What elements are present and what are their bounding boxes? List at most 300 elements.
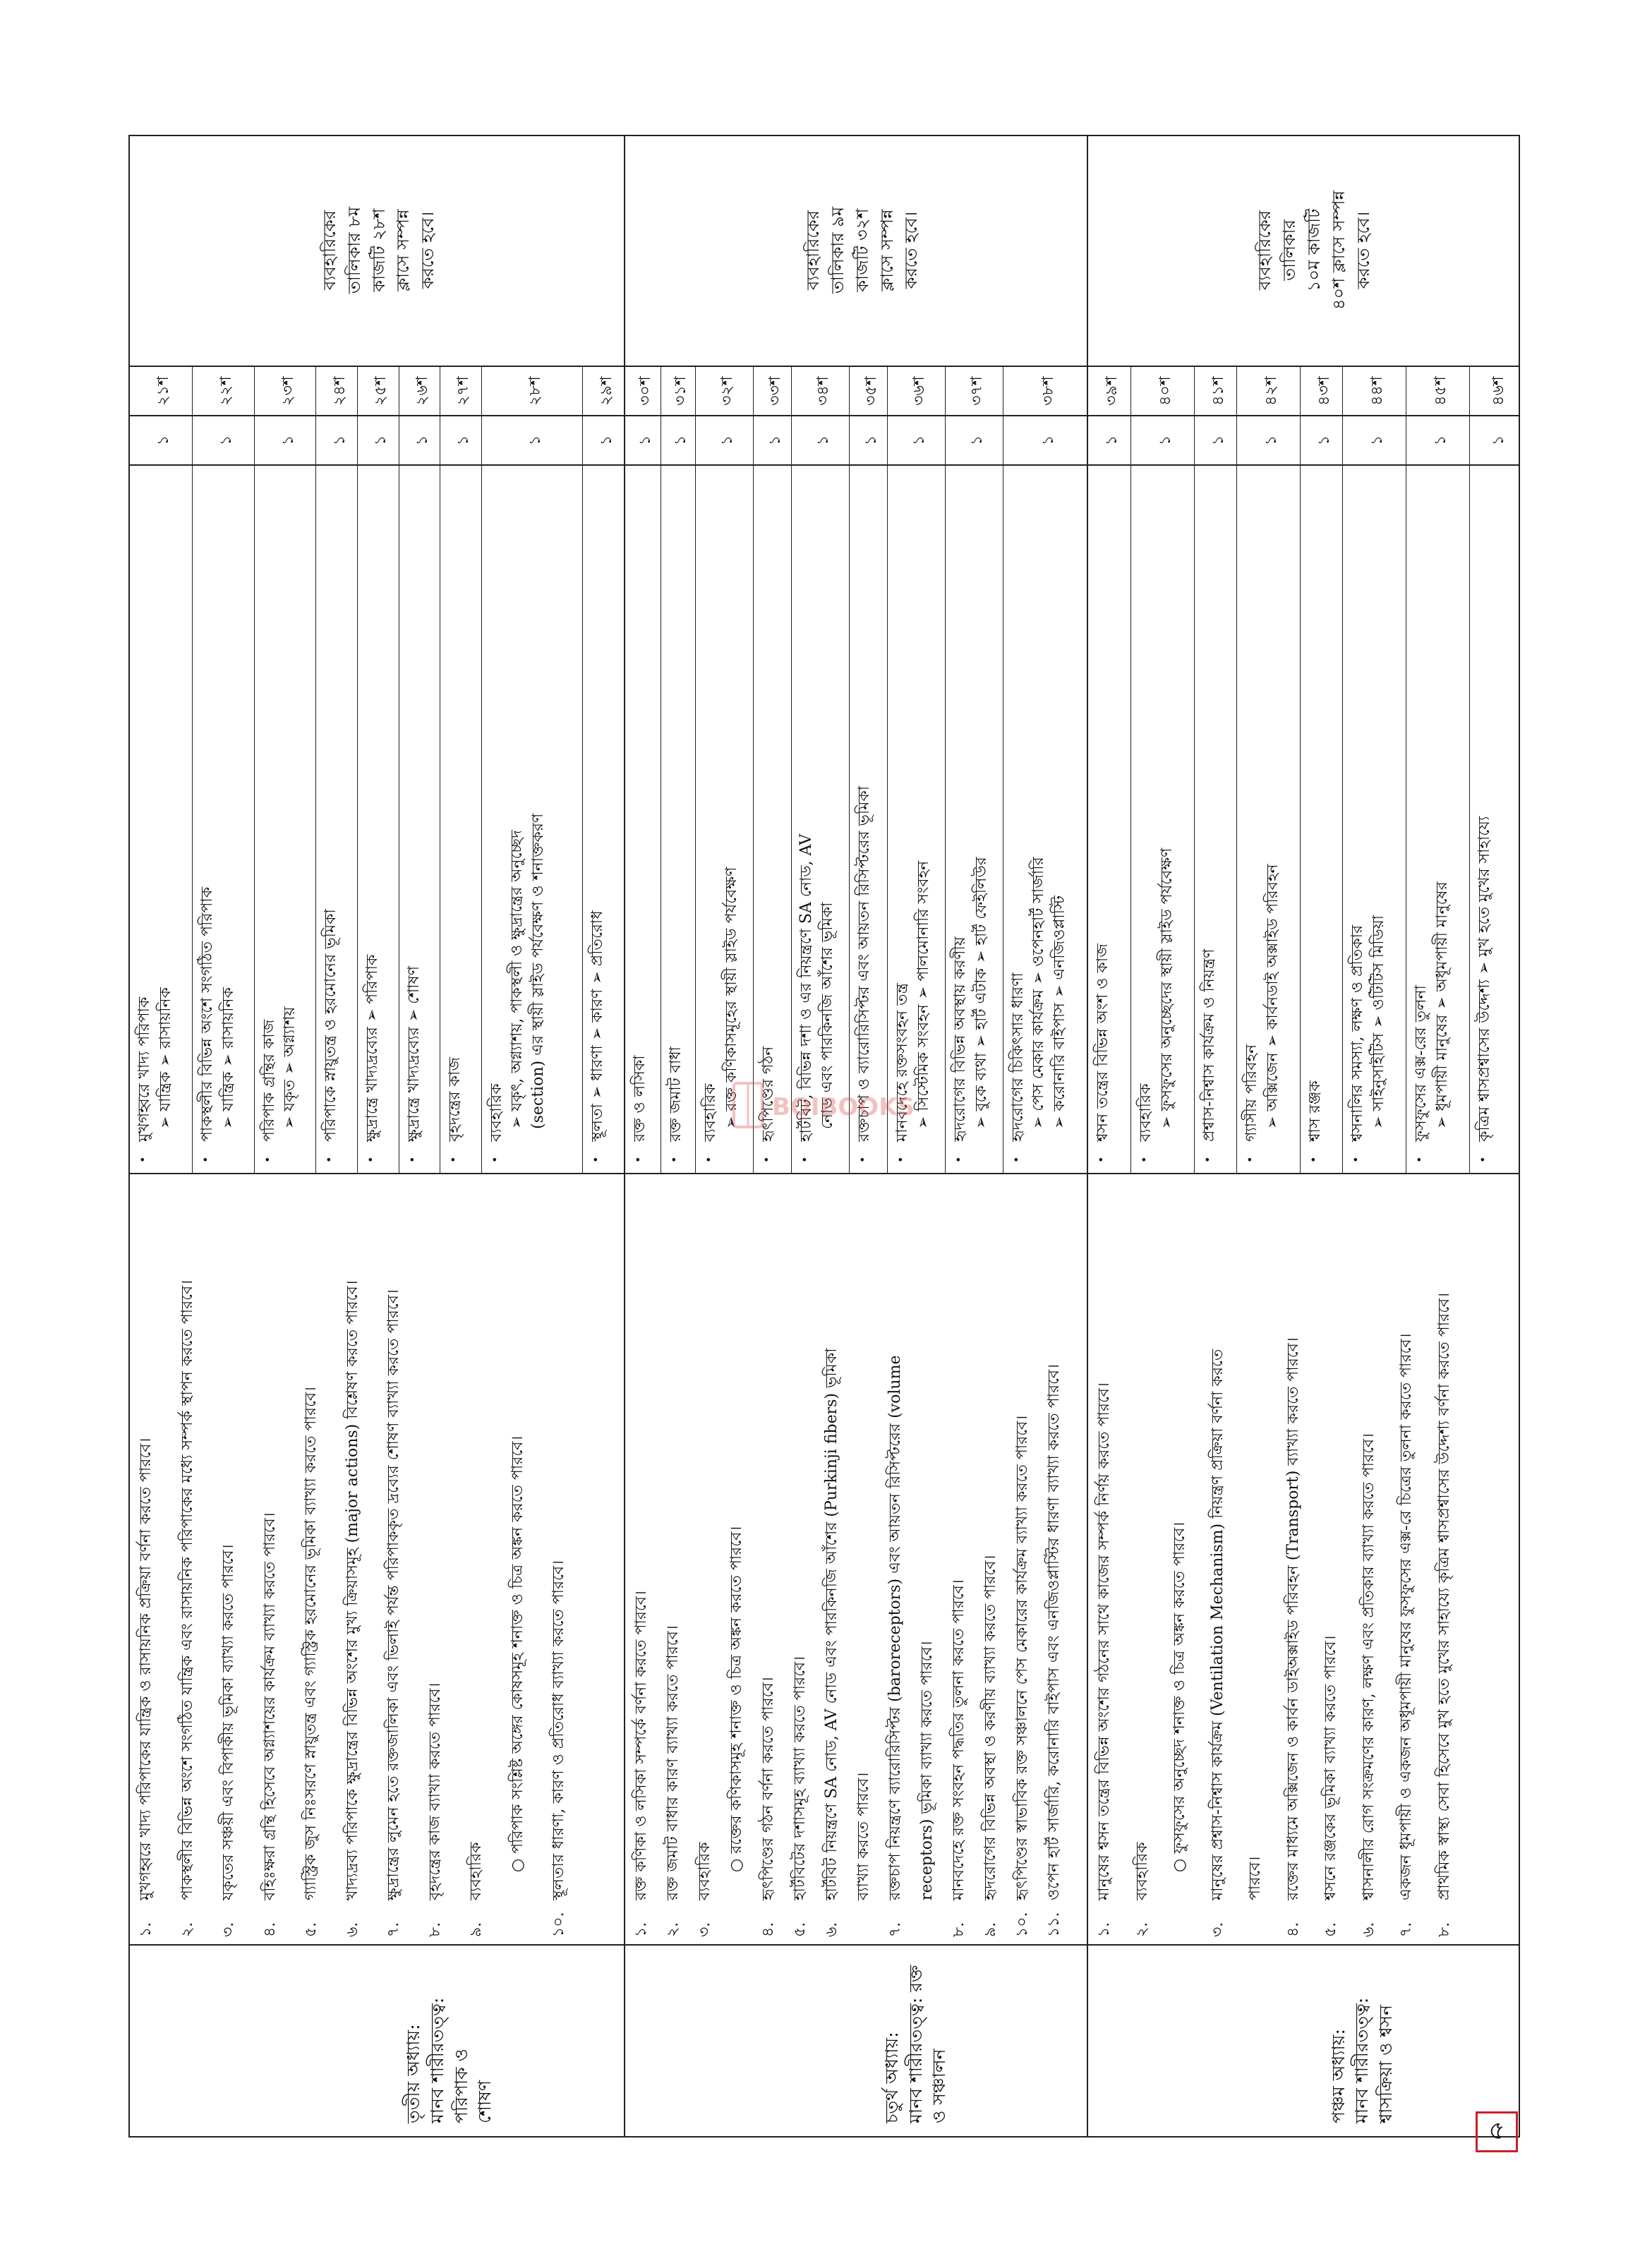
chapter-title-line: তৃতীয় অধ্যায়: xyxy=(403,2024,423,2123)
lesson-line: ➢ যকৃৎ, অগ্ন্যাশয়, পাকস্থলী ও ক্ষুদ্রান্ত্রের অনুচ্ছেদ xyxy=(508,830,526,1129)
lesson-line: ➢ ধূমপায়ী মানুষের ➢ অধূমপায়ী মানুষের xyxy=(1433,881,1451,1129)
class-count: ১ xyxy=(636,435,654,446)
class-count: ১ xyxy=(454,435,473,446)
class-number-cell xyxy=(753,367,791,415)
outcome-number: ৭. xyxy=(886,1922,904,1937)
outcome-number: ৮. xyxy=(1435,1922,1453,1937)
class-number-column xyxy=(625,367,1087,416)
lesson-text xyxy=(1343,466,1406,1173)
class-number-cell xyxy=(440,367,481,415)
chapter-title-line: মানব শারীরতত্ত্ব: xyxy=(426,1997,447,2123)
class-count: ১ xyxy=(1039,435,1058,446)
class-number-cell xyxy=(1088,367,1131,415)
bullet: • xyxy=(589,1156,603,1163)
lesson-row xyxy=(1469,466,1521,1173)
outcome-text: শ্বসনে রঞ্জকের ভূমিকা ব্যাখ্যা করতে পারবে। xyxy=(1322,1635,1339,1900)
chapter-title-line: মানব শারীরতত্ত্ব: xyxy=(1351,1997,1373,2123)
lesson-text xyxy=(850,466,887,1173)
lesson-row xyxy=(1131,466,1194,1173)
lesson-line: ব্যবহারিক xyxy=(701,1083,720,1142)
bullet: • xyxy=(1095,1156,1108,1163)
class-count: ১ xyxy=(526,435,544,446)
chapter-title-line: ও সঞ্চালন xyxy=(929,2049,950,2123)
class-number: ৪৩শ xyxy=(1315,376,1334,406)
bullet: • xyxy=(759,1156,773,1163)
outcome-number: ৮. xyxy=(950,1922,967,1937)
practical-note-line: ১০ম কাজটি xyxy=(1303,208,1324,292)
outcome-text: receptors) ভূমিকা ব্যাখ্যা করতে পারবে। xyxy=(918,1641,936,1900)
practical-note-line: ক্লাসে সম্পন্ন xyxy=(393,209,414,291)
lesson-line: ➢ যান্ত্রিক ➢ রাসায়নিক xyxy=(219,987,237,1129)
lesson-text xyxy=(255,466,316,1173)
class-number: ২৩শ xyxy=(279,376,297,406)
chapter-title-line: মানব শারীরতত্ত্ব: রক্ত xyxy=(905,1965,926,2123)
lesson-text xyxy=(1131,466,1194,1173)
class-number: ৪৬শ xyxy=(1490,376,1508,406)
outcome-text: মানবদেহে রক্ত সংবহন পদ্ধতির তুলনা করতে পারবে। xyxy=(950,1579,967,1900)
lesson-text xyxy=(754,466,791,1173)
lesson-content xyxy=(130,466,624,1174)
outcome-text: স্থূলতার ধারণা, কারণ ও প্রতিরোধ ব্যাখ্যা করতে পারবে। xyxy=(550,1560,567,1900)
outcome-text: যকৃতের সঞ্চয়ী এবং বিপাকীয় ভূমিকা ব্যাখ্যা করতে পারবে। xyxy=(219,1544,237,1900)
class-count-cell xyxy=(399,416,440,464)
outcome-number: ৪. xyxy=(1284,1922,1302,1937)
lesson-line: ➢ সিস্টেমিক সংবহন ➢ পালমোনারি সংবহন xyxy=(915,860,932,1129)
outcome-text: হৃৎপিণ্ডের স্বাভাবিক রক্ত সঞ্চালনে পেস মেকারের কার্যক্রম ব্যাখ্যা করতে পারবে। xyxy=(1013,1415,1031,1900)
class-number-cell xyxy=(481,367,583,415)
lesson-text xyxy=(1301,466,1342,1173)
lesson-line: ফুসফুসের এক্স-রের তুলনা xyxy=(1412,984,1430,1142)
chapter-title-line: শোষণ xyxy=(474,2080,495,2123)
class-number-cell xyxy=(1406,367,1469,415)
class-number: ৩৪শ xyxy=(814,376,832,406)
class-count-cell xyxy=(357,416,399,464)
class-count: ১ xyxy=(597,435,615,446)
bullet: • xyxy=(1009,1156,1023,1163)
lesson-line: ➢ পেস মেকার কার্যক্রম ➢ ওপেনহার্ট সার্জারি xyxy=(1030,857,1048,1129)
chapter-title xyxy=(625,1946,1087,2136)
practical-note-line: ক্লাসে সম্পন্ন xyxy=(876,209,897,291)
lesson-text xyxy=(888,466,945,1173)
lesson-row xyxy=(254,466,316,1173)
class-number-cell xyxy=(849,367,887,415)
lesson-row xyxy=(192,466,254,1173)
lesson-text xyxy=(130,466,192,1173)
bullet: • xyxy=(1307,1156,1321,1163)
class-number-cell xyxy=(399,367,440,415)
class-number-cell xyxy=(661,367,696,415)
practical-note xyxy=(1253,135,1375,366)
class-count: ১ xyxy=(967,435,986,446)
bullet: • xyxy=(364,1156,378,1163)
lesson-row xyxy=(440,466,481,1173)
class-count: ১ xyxy=(1103,435,1121,446)
bullet: • xyxy=(136,1156,150,1163)
practical-note-line: ব্যবহারিকের xyxy=(1255,210,1275,290)
lesson-text xyxy=(1237,466,1300,1173)
chapter-title-line: পঞ্চম অধ্যায়: xyxy=(1327,2029,1349,2123)
outcome-number: ৯. xyxy=(982,1922,999,1937)
lesson-text xyxy=(661,466,696,1173)
class-number: ৪৫শ xyxy=(1432,376,1450,406)
outcome-number: ৯. xyxy=(467,1922,485,1937)
outcome-text: একজন ধূমপায়ী ও একজন অধূমপায়ী মানুষের ফুসফুসের এক্স-রে চিত্রের তুলনা করতে পারবে। xyxy=(1397,1333,1415,1900)
outcome-text: বৃহদন্ত্রের কাজ ব্যাখ্যা করতে পারবে। xyxy=(426,1682,444,1900)
class-number-cell xyxy=(315,367,357,415)
class-number: ৩১শ xyxy=(672,376,690,406)
outcome-number: ৩. xyxy=(696,1922,713,1937)
bullet: • xyxy=(798,1156,812,1163)
outcome-text: ব্যবহারিক xyxy=(467,1842,485,1900)
practical-note-line: তালিকার ৮ম xyxy=(344,206,364,294)
outcome-number: ৬. xyxy=(343,1922,361,1937)
lesson-row xyxy=(1236,466,1300,1173)
outcome-text: প্রাথমিক স্বাস্থ্য সেবা হিসেবে মুখ হতে মুখের সাহায্যে কৃত্রিম শ্বাসপ্রশ্বাসের উদ্দেশ্য বর্ণনা করতে পারবে। xyxy=(1435,1292,1453,1900)
class-count-cell xyxy=(753,416,791,464)
outcome-text: ○ পরিপাক সংশ্লিষ্ট অঙ্গের কোষসমূহ শনাক্ত ও চিত্র অঙ্কন করতে পারবে। xyxy=(508,1435,526,1872)
lesson-line: পরিপাকে স্নায়ুতন্ত্র ও হরমোনের ভূমিকা xyxy=(322,909,340,1142)
class-count-cell xyxy=(582,416,624,464)
practical-note xyxy=(318,135,440,366)
class-count-cell xyxy=(849,416,887,464)
lesson-line: হৃদরোগের বিভিন্ন অবস্থায় করণীয় xyxy=(951,936,969,1142)
class-number: ২৬শ xyxy=(413,376,431,406)
outcome-number: ১০. xyxy=(550,1912,567,1937)
class-count: ১ xyxy=(1490,435,1508,446)
learning-outcomes xyxy=(1088,1174,1520,1946)
lesson-line: কৃত্রিম শ্বাসপ্রশ্বাসের উদ্দেশ্য ➢ মুখ হতে মুখের সাহায্যে xyxy=(1476,816,1494,1142)
lesson-line: শ্বাস রঞ্জক xyxy=(1306,1080,1325,1142)
class-count: ১ xyxy=(413,435,431,446)
bullet: • xyxy=(447,1156,461,1163)
lesson-row xyxy=(791,466,849,1173)
class-number-cell xyxy=(357,367,399,415)
watermark-text: BOIBOOKS xyxy=(772,1093,915,1121)
outcome-number: ১১. xyxy=(1045,1912,1063,1937)
lesson-text xyxy=(1195,466,1236,1173)
outcome-text: হৃদরোগের বিভিন্ন অবস্থা ও করণীয় ব্যাখ্যা করতে পারবে। xyxy=(982,1555,999,1900)
outcome-text: ব্যাখ্যা করতে পারবে। xyxy=(855,1772,872,1900)
outcome-number: ৭. xyxy=(1397,1922,1415,1937)
practical-note-line: ব্যবহারিকের xyxy=(320,210,339,290)
practical-note-line: কাজটি ২৮শ xyxy=(368,208,389,292)
class-number: ২৭শ xyxy=(454,376,473,406)
class-count-cell xyxy=(481,416,583,464)
outcome-text: ব্যবহারিক xyxy=(696,1842,713,1900)
class-count: ১ xyxy=(672,435,690,446)
lesson-row xyxy=(1300,466,1342,1173)
lesson-row xyxy=(1406,466,1469,1173)
lesson-row xyxy=(1003,466,1088,1173)
remarks xyxy=(1088,135,1520,367)
lesson-line: শ্বসনালির সমস্যা, লক্ষণ ও প্রতিকার xyxy=(1349,924,1367,1142)
class-count-column xyxy=(130,416,624,466)
class-count-cell xyxy=(1469,416,1521,464)
lesson-line: প্রশ্বাস-নিশ্বাস কার্যক্রম ও নিয়ন্ত্রণ xyxy=(1200,948,1219,1142)
class-number-cell xyxy=(1469,367,1521,415)
practical-note-line: করতে হবে। xyxy=(1353,211,1373,289)
class-count: ১ xyxy=(1157,435,1175,446)
lesson-row xyxy=(399,466,440,1173)
outcome-text: শ্বাসনালীর রোগ সংক্রমণের কারণ, লক্ষণ এবং প্রতিকার ব্যাখ্যা করতে পারবে। xyxy=(1359,1433,1377,1900)
bullet: • xyxy=(1201,1156,1215,1163)
class-number-cell xyxy=(1194,367,1236,415)
class-number: ২৮শ xyxy=(526,376,544,406)
class-count-cell xyxy=(887,416,945,464)
class-number-cell xyxy=(1342,367,1406,415)
class-number: ২৫শ xyxy=(372,376,390,406)
class-number-cell xyxy=(1236,367,1300,415)
outcome-text: পারবে। xyxy=(1246,1856,1264,1900)
lesson-text xyxy=(482,466,583,1173)
lesson-line: (section) এর স্থায়ী স্লাইড পর্যবেক্ষণ ও শনাক্তকরণ xyxy=(529,813,548,1129)
outcome-text: হার্টবিট নিয়ন্ত্রণে SA নোড, AV নোড এবং পারকিনজি আঁশের (Purkinji fibers) ভূমিকা xyxy=(823,1348,840,1900)
class-count: ১ xyxy=(279,435,297,446)
lesson-line: শ্বসন তন্ত্রের বিভিন্ন অংশ ও কাজ xyxy=(1094,943,1111,1142)
class-number: ৪৪শ xyxy=(1368,376,1387,406)
lesson-line: হার্টবিট, বিভিন্ন দশা ও এর নিয়ন্ত্রণে SA নোড, AV xyxy=(797,833,816,1142)
chapter-section xyxy=(624,136,1087,2136)
lesson-text xyxy=(625,466,661,1173)
lesson-text xyxy=(316,466,357,1173)
watermark-logo xyxy=(730,1076,927,1136)
lesson-text xyxy=(1406,466,1469,1173)
outcome-text: খাদ্যদ্রব্য পরিপাকে ক্ষুদ্রান্ত্রের বিভিন্ন অংশের মুখ্য ক্রিয়াসমূহ (major actions) বিশ্লেষণ করতে পারবে। xyxy=(343,1280,361,1900)
class-count: ১ xyxy=(862,435,881,446)
class-count-cell xyxy=(661,416,696,464)
class-number: ৪২শ xyxy=(1262,376,1281,406)
chapter-title-line: শ্বাসক্রিয়া ও শ্বসন xyxy=(1375,2004,1397,2123)
outcome-number: ৫. xyxy=(1322,1922,1339,1937)
practical-note-line: ৪০শ ক্লাসে সম্পন্ন xyxy=(1328,190,1349,310)
lesson-line: ➢ রক্ত কণিকাসমূহের স্থায়ী স্লাইড পর্যবেক্ষণ xyxy=(722,867,740,1129)
lesson-line: রক্তচাপ ও ব্যারোরিসিপ্টর এবং আয়তন রিসিপ্টরের ভূমিকা xyxy=(855,785,873,1142)
lesson-line: ➢ যান্ত্রিক ➢ রাসায়নিক xyxy=(156,987,174,1129)
learning-outcomes xyxy=(130,1174,624,1946)
outcome-text: মুখগহ্বরে খাদ্য পরিপাকের যান্ত্রিক ও রাসায়নিক প্রক্রিয়া বর্ণনা করতে পারবে। xyxy=(137,1437,155,1900)
class-count-column xyxy=(1088,416,1520,466)
lesson-row xyxy=(695,466,753,1173)
lesson-row xyxy=(1088,466,1131,1173)
class-count-cell xyxy=(315,416,357,464)
lesson-row xyxy=(661,466,696,1173)
lesson-row xyxy=(1194,466,1236,1173)
lesson-line: ক্ষুদ্রান্ত্রে খাদ্যদ্রব্যের ➢ শোষণ xyxy=(404,965,423,1142)
class-count-cell xyxy=(130,416,192,464)
outcome-number: ৬. xyxy=(1359,1922,1377,1937)
class-number: ২২শ xyxy=(217,376,235,406)
bullet: • xyxy=(894,1156,908,1163)
bullet: • xyxy=(322,1156,337,1163)
outcome-number: ৬. xyxy=(823,1922,840,1937)
lesson-line: রক্ত জমাট বাধা xyxy=(666,1046,685,1142)
outcome-number: ৫. xyxy=(791,1922,809,1937)
chapter-section xyxy=(130,136,624,2136)
lesson-row xyxy=(753,466,791,1173)
class-count-cell xyxy=(192,416,254,464)
outcome-text: গ্যাস্ট্রিক জুস নিঃসরণে স্নায়ুতন্ত্র এবং গ্যাস্ট্রিক হরমোনের ভূমিকা ব্যাখ্যা করতে পারবে। xyxy=(302,1387,320,1900)
lesson-text xyxy=(440,466,481,1173)
class-number-cell xyxy=(791,367,849,415)
class-number: ৩৭শ xyxy=(967,376,986,406)
class-count: ১ xyxy=(330,435,349,446)
outcome-text: রক্তের মাধ্যমে অক্সিজেন ও কার্বন ডাইঅক্সাইড পরিবহন (Transport) ব্যাখ্যা করতে পারবে। xyxy=(1284,1337,1302,1900)
outcome-text: হার্টবিটের দশাসমূহ ব্যাখ্যা করতে পারবে। xyxy=(791,1656,809,1900)
bullet: • xyxy=(1413,1156,1427,1163)
practical-note-line: তালিকার ৯ম xyxy=(828,206,848,294)
page-number: ৫ xyxy=(1476,2111,1518,2152)
lesson-row xyxy=(582,466,624,1173)
outcome-number: ৩. xyxy=(219,1922,237,1937)
class-count-cell xyxy=(625,416,661,464)
class-count-cell xyxy=(1003,416,1088,464)
class-number-cell xyxy=(945,367,1003,415)
class-number-cell xyxy=(254,367,316,415)
bullet: • xyxy=(260,1156,275,1163)
outcome-text: মানুষের শ্বসন তন্ত্রের বিভিন্ন অংশের গঠনের সাথে কাজের সম্পর্ক নির্ণয় করতে পারবে। xyxy=(1095,1382,1113,1900)
class-count: ১ xyxy=(372,435,390,446)
bullet: • xyxy=(855,1156,869,1163)
lesson-row xyxy=(625,466,661,1173)
practical-note xyxy=(801,135,924,366)
lesson-row xyxy=(357,466,399,1173)
outcome-number: ৪. xyxy=(759,1922,777,1937)
outcome-number: ৪. xyxy=(260,1922,279,1937)
class-number-cell xyxy=(1300,367,1342,415)
practical-note-line: কাজটি ৩২শ xyxy=(852,208,872,292)
class-count-cell xyxy=(1236,416,1300,464)
class-number: ৪১শ xyxy=(1210,376,1228,406)
class-number-cell xyxy=(695,367,753,415)
outcome-number: ১. xyxy=(1095,1922,1113,1937)
class-count: ১ xyxy=(718,435,736,446)
bullet: • xyxy=(667,1156,681,1163)
class-number: ৩৯শ xyxy=(1103,376,1121,406)
lesson-line: হৃদরোগের চিকিৎসার ধারণা xyxy=(1008,972,1027,1142)
class-number: ৩৬শ xyxy=(910,376,929,406)
class-number-cell xyxy=(582,367,624,415)
outcome-number: ১০. xyxy=(1013,1912,1031,1937)
class-number-cell xyxy=(192,367,254,415)
class-number: ৩৩শ xyxy=(766,376,784,406)
class-count-cell xyxy=(1131,416,1194,464)
lesson-row xyxy=(481,466,583,1173)
lesson-text xyxy=(696,466,753,1173)
outcome-text: ব্যবহারিক xyxy=(1133,1842,1151,1900)
lesson-row xyxy=(130,466,192,1173)
class-number: ৩৫শ xyxy=(862,376,881,406)
lesson-line: নোড এবং পারকিনজি আঁশের ভূমিকা xyxy=(818,902,836,1129)
lesson-line: ➢ যকৃত ➢ অগ্ন্যাশয় xyxy=(281,1006,299,1129)
lesson-line: ➢ সাইনুসাইটিস ➢ ওটিটিস মিডিয়া xyxy=(1369,915,1387,1129)
lesson-content xyxy=(1088,466,1520,1174)
class-count-cell xyxy=(695,416,753,464)
lesson-text xyxy=(792,466,849,1173)
chapter-title-line: চতুর্থ অধ্যায়: xyxy=(881,2032,902,2123)
class-number: ৩০শ xyxy=(636,376,654,406)
class-count-cell xyxy=(1342,416,1406,464)
lesson-text xyxy=(1088,466,1131,1173)
outcome-text: রক্তচাপ নিয়ন্ত্রণে ব্যারোরিসিপ্টর (baroreceptors) এবং আয়তন রিসিপ্টরের (volume xyxy=(886,1355,904,1900)
class-number-cell xyxy=(887,367,945,415)
lesson-line: রক্ত ও লসিকা xyxy=(631,1055,649,1142)
class-count-cell xyxy=(1300,416,1342,464)
class-count: ১ xyxy=(766,435,784,446)
outcome-number: ৮. xyxy=(426,1922,444,1937)
outcome-number: ১. xyxy=(632,1922,650,1937)
class-count: ১ xyxy=(154,435,172,446)
lesson-line: গ্যাসীয় পরিবহন xyxy=(1243,1044,1261,1142)
bullet: • xyxy=(405,1156,419,1163)
bullet: • xyxy=(632,1156,645,1163)
lesson-text xyxy=(946,466,1003,1173)
class-number-cell xyxy=(1003,367,1088,415)
outcome-text: হৃৎপিণ্ডের গঠন বর্ণনা করতে পারবে। xyxy=(759,1677,777,1900)
class-count-cell xyxy=(1406,416,1469,464)
class-count-cell xyxy=(945,416,1003,464)
practical-note-line: ব্যবহারিকের xyxy=(803,210,824,290)
outcome-text: ক্ষুদ্রান্ত্রের লুমেন হতে রক্তজালিকা এবং ভিলাই পর্যন্ত পরিপাককৃত দ্রব্যের শোষণ ব্যাখ্যা করতে পারবে। xyxy=(385,1289,402,1900)
bullet: • xyxy=(1243,1156,1258,1163)
class-count: ১ xyxy=(1262,435,1281,446)
class-count: ১ xyxy=(1432,435,1450,446)
class-number: ২৯শ xyxy=(597,376,615,406)
bullet: • xyxy=(952,1156,965,1163)
class-number-column xyxy=(1088,367,1520,416)
practical-note-line: করতে হবে। xyxy=(418,211,438,289)
chapter-section xyxy=(1087,136,1520,2136)
lesson-row xyxy=(887,466,945,1173)
lesson-line: বৃহদন্ত্রের কাজ xyxy=(446,1056,464,1142)
class-number-cell xyxy=(130,367,192,415)
outcome-text: রক্ত কণিকা ও লসিকা সম্পর্কে বর্ণনা করতে পারবে। xyxy=(632,1591,650,1900)
bullet: • xyxy=(1476,1156,1490,1163)
lesson-line: ➢ করোনারি বাইপাস ➢ এনজিওপ্লাস্টি xyxy=(1051,895,1069,1129)
lesson-text xyxy=(1003,466,1088,1173)
learning-outcomes xyxy=(625,1174,1087,1946)
lesson-line: পরিপাক গ্রন্থির কাজ xyxy=(260,1019,278,1142)
class-count-cell xyxy=(791,416,849,464)
outcome-text: পাকস্থলীর বিভিন্ন অংশে সংগঠিত যান্ত্রিক এবং রাসায়নিক পরিপাকের মধ্যে সম্পর্ক স্থাপন করতে পারবে। xyxy=(178,1279,196,1900)
bullet: • xyxy=(198,1156,212,1163)
class-count-cell xyxy=(1194,416,1236,464)
lesson-line: ক্ষুদ্রান্ত্রে খাদ্যদ্রব্যের ➢ পরিপাক xyxy=(363,954,382,1142)
bullet: • xyxy=(702,1156,716,1163)
outcome-number: ৫. xyxy=(302,1922,320,1937)
outcome-number: ১. xyxy=(137,1922,155,1937)
lesson-line: ব্যবহারিক xyxy=(1137,1083,1155,1142)
class-number-cell xyxy=(625,367,661,415)
lesson-line: স্থূলতা ➢ ধারণা ➢ কারণ ➢ প্রতিরোধ xyxy=(589,910,607,1142)
outcome-text: মানুষের প্রশ্বাস-নিশ্বাস কার্যক্রম (Ventilation Mechanism) নিয়ন্ত্রণ প্রক্রিয়া বর্ণনা করতে xyxy=(1208,1349,1226,1900)
lesson-line: হৃৎপিণ্ডের গঠন xyxy=(759,1046,777,1142)
lesson-line: ➢ অক্সিজেন ➢ কার্বনডাই অক্সাইড পরিবহন xyxy=(1263,864,1282,1129)
class-count-cell xyxy=(254,416,316,464)
class-count: ১ xyxy=(910,435,929,446)
lesson-line: ➢ ফুসফুসের অনুচ্ছেদের স্থায়ী স্লাইড পর্যবেক্ষণ xyxy=(1157,848,1176,1129)
class-count: ১ xyxy=(1210,435,1228,446)
outcome-text: ○ রক্তের কণিকাসমূহ শনাক্ত ও চিত্র অঙ্কন করতে পারবে। xyxy=(728,1526,745,1872)
lesson-text xyxy=(583,466,624,1173)
class-number: ৪০শ xyxy=(1157,376,1175,406)
outcome-number: ২. xyxy=(178,1922,196,1937)
outcome-number: ৩. xyxy=(1208,1922,1226,1937)
class-count: ১ xyxy=(814,435,832,446)
class-number: ২৪শ xyxy=(330,376,349,406)
outcome-text: বহিঃক্ষরা গ্রন্থি হিসেবে অগ্ন্যাশয়ের কার্যক্রম ব্যাখ্যা করতে পারবে। xyxy=(260,1512,279,1900)
bullet: • xyxy=(1349,1156,1363,1163)
class-count-column xyxy=(625,416,1087,466)
